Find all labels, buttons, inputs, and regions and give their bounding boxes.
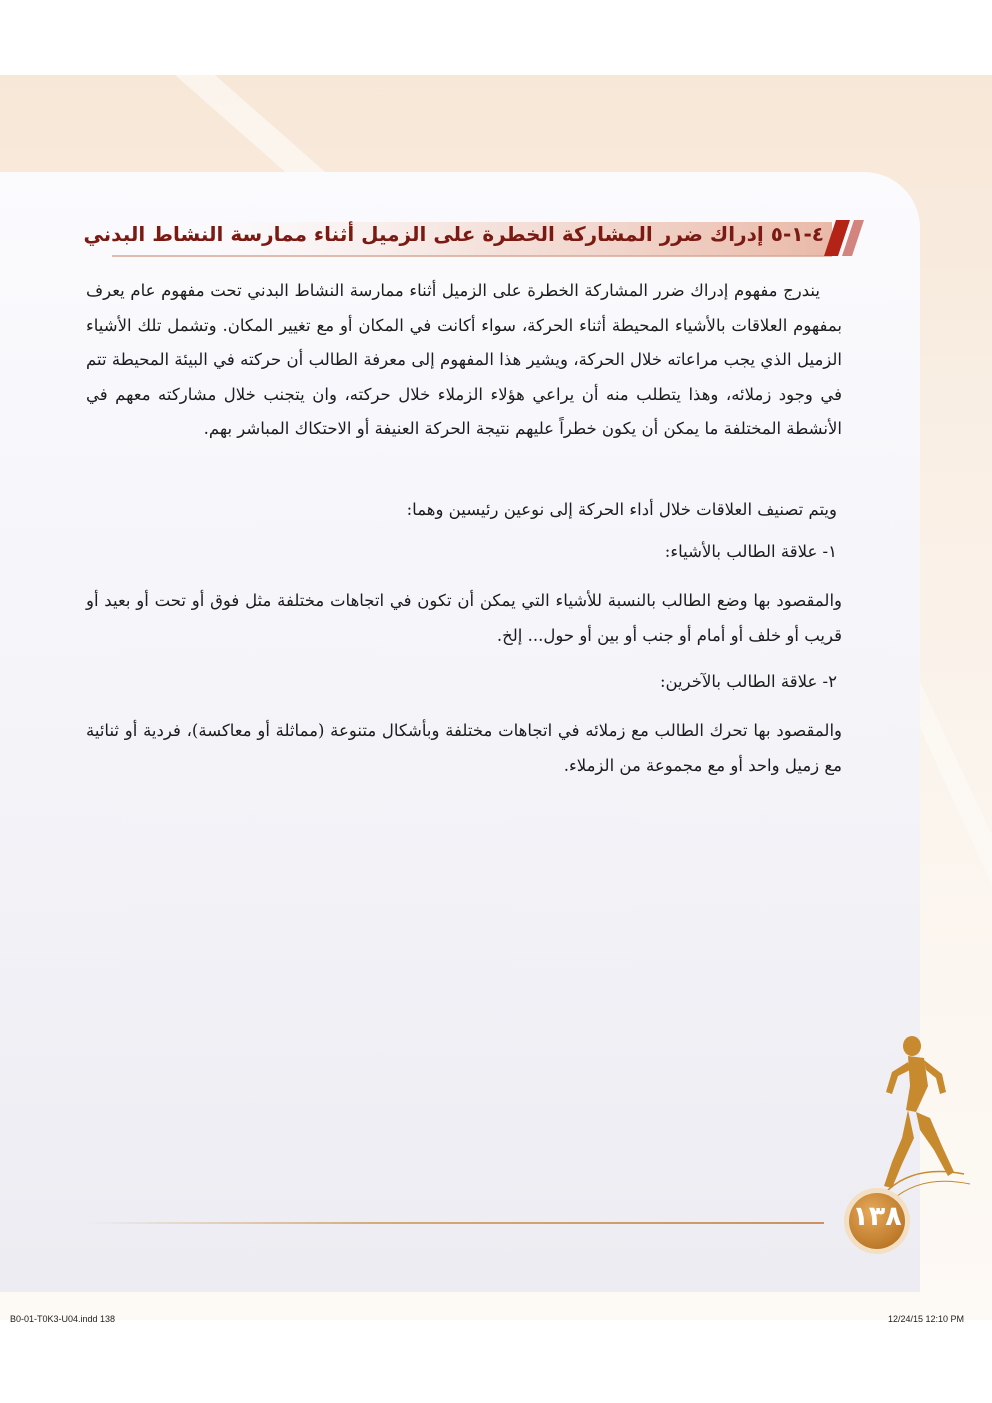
print-slug-date: 12/24/15 12:10 PM <box>887 1314 964 1324</box>
item-2-text: والمقصود بها تحرك الطالب مع زملائه في اتجاهات مختلفة وبأشكال متنوعة (مماثلة أو معاكسة)، فردية أو ثنائية مع زميل واحد أو مع مجموعة من الزملاء. <box>86 721 842 775</box>
footer-divider <box>86 1222 824 1224</box>
section-heading <box>83 212 864 264</box>
runner-icon <box>872 1034 982 1204</box>
heading-title: ٤-١-٥ إدراك ضرر المشاركة الخطرة على الزميل أثناء ممارسة النشاط البدني <box>83 222 824 246</box>
item-1-text: والمقصود بها وضع الطالب بالنسبة للأشياء التي يمكن أن تكون في اتجاهات مختلفة مثل فوق أو تحت أو بعيد أو قريب أو خلف أو أمام أو جنب أو بين أو حول... إلخ. <box>86 591 842 645</box>
print-slug-file: B0-01-T0K3-U04.indd 138 <box>10 1314 116 1324</box>
page-number: ١٣٨ <box>852 1201 902 1232</box>
item-2-title: ٢- علاقة الطالب بالآخرين: <box>659 672 837 691</box>
paragraph-intro: يندرج مفهوم إدراك ضرر المشاركة الخطرة على الزميل أثناء ممارسة النشاط البدني تحت مفهوم عام يعرف بمفهوم العلاقات بالأشياء المحيطة أثناء الحركة، سواء أكانت في المكان أو مع تغيير المكان. وتشمل تلك الأشياء الزميل الذي يجب مراعاته خلال الحركة، ويشير هذا المفهوم إلى معرفة الطالب أن حركته في البيئة المحيطة تتم في وجود زملائه، وهذا يتطلب منه أن يراعي هؤلاء الزملاء خلال حركته، وان يتجنب خلال مشاركته معهم في الأنشطة المختلفة ما يمكن أن يكون خطراً عليهم نتيجة الحركة العنيفة أو الاحتكاك المباشر بهم. <box>86 281 842 438</box>
item-1-title: ١- علاقة الطالب بالأشياء: <box>664 542 837 561</box>
classification-line: ويتم تصنيف العلاقات خلال أداء الحركة إلى نوعين رئيسين وهما: <box>406 500 837 519</box>
